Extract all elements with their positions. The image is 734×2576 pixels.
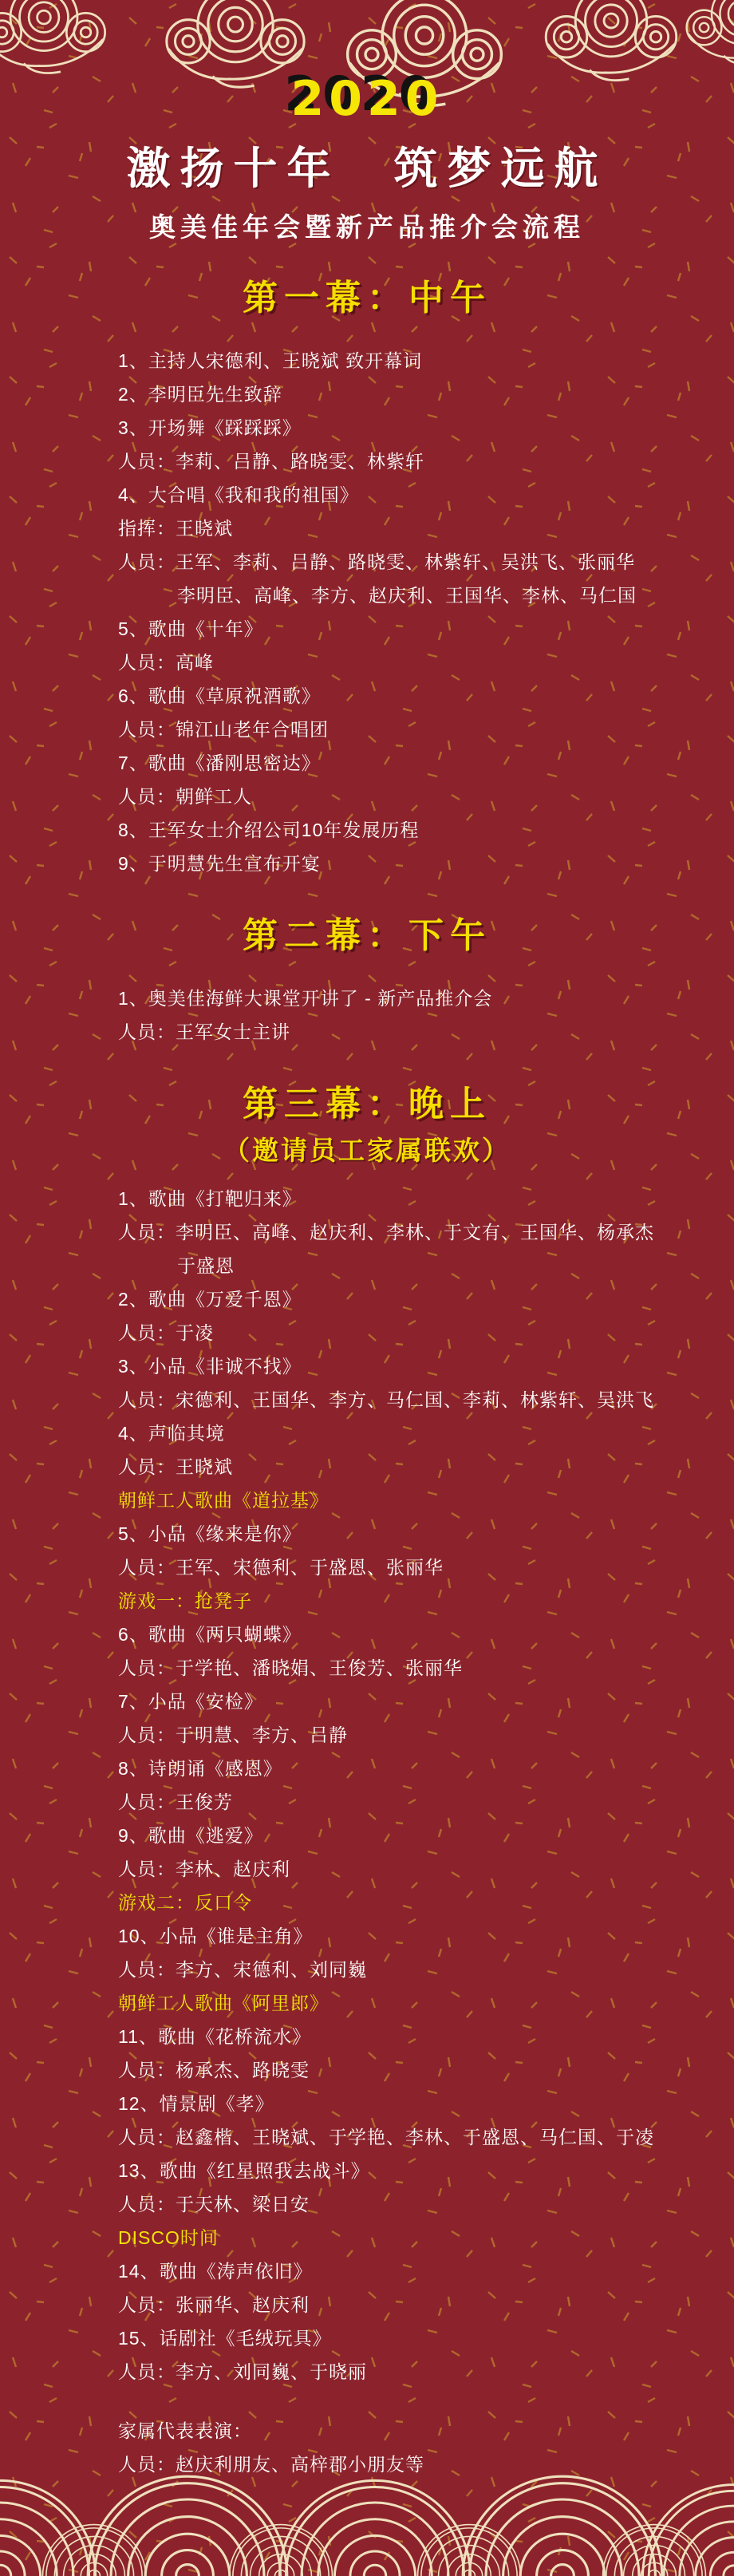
program-line: 人员：朝鲜工人 (118, 786, 252, 807)
program-line: 人员：赵鑫楷、王晓斌、于学艳、李林、于盛恩、马仁国、于凌 (118, 2127, 654, 2147)
program-line: 1、主持人宋德利、王晓斌 致开幕词 (118, 350, 423, 371)
program-line: 人员：张丽华、赵庆利 (118, 2294, 310, 2315)
program-line: 人员：锦江山老年合唱团 (118, 719, 329, 740)
program-line: 人员：王军、宋德利、于盛恩、张丽华 (118, 1557, 444, 1578)
program-line: 人员：于学艳、潘晓娟、王俊芳、张丽华 (118, 1657, 463, 1678)
program-line: 5、小品《缘来是你》 (118, 1523, 302, 1544)
program-line: 人员：王俊芳 (118, 1792, 233, 1812)
section-lines (118, 344, 734, 880)
program-line: 11、歌曲《花桥流水》 (118, 2026, 311, 2047)
program-sections (0, 278, 734, 2481)
program-section-1 (0, 278, 734, 880)
highlight-line: 朝鲜工人歌曲《道拉基》 (118, 1490, 329, 1511)
program-line: 人员：王军、李莉、吕静、路晓雯、林紫轩、吴洪飞、张丽华 (118, 551, 635, 572)
program-line: 人员：王军女士主讲 (118, 1021, 290, 1042)
program-line: 人员：高峰 (118, 652, 214, 673)
program-line: 指挥：王晓斌 (118, 518, 233, 539)
program-line: 5、歌曲《十年》 (118, 618, 263, 639)
program-line: 人员：李莉、吕静、路晓雯、林紫轩 (118, 451, 424, 472)
program-line: 6、歌曲《两只蝴蝶》 (118, 1624, 302, 1645)
program-line: 2、李明臣先生致辞 (118, 384, 282, 405)
section-heading: 第一幕：中午 (243, 278, 491, 318)
program-line: 15、话剧社《毛绒玩具》 (118, 2328, 332, 2349)
highlight-line: 游戏一：抢凳子 (118, 1590, 252, 1611)
program-line: 9、歌曲《逃爱》 (118, 1825, 263, 1846)
year-badge: 2020 (290, 71, 444, 127)
program-line: 1、歌曲《打靶归来》 (118, 1188, 302, 1209)
program-line: 人员：李明臣、高峰、赵庆利、李林、于文有、王国华、杨承杰 (118, 1222, 654, 1243)
program-line: 人员：李林、赵庆利 (118, 1859, 290, 1879)
program-line: 7、小品《安检》 (118, 1691, 263, 1712)
program-line: 人员：于凌 (118, 1322, 214, 1343)
section-heading: 第二幕：下午 (243, 915, 491, 956)
program-line: 4、大合唱《我和我的祖国》 (118, 484, 359, 505)
program-line: 2、歌曲《万爱千恩》 (118, 1289, 302, 1310)
program-line: 7、歌曲《潘刚思密达》 (118, 753, 321, 773)
section-lines (118, 1182, 734, 2481)
section-subheading: （邀请员工家属联欢） (223, 1135, 511, 1166)
highlight-line: DISCO时间 (118, 2227, 219, 2248)
highlight-line: 朝鲜工人歌曲《阿里郎》 (118, 1993, 329, 2013)
program-line: 3、小品《非诚不找》 (118, 1356, 302, 1377)
program-line: 10、小品《谁是主角》 (118, 1926, 313, 1946)
program-line: 9、于明慧先生宣布开宴 (118, 853, 321, 874)
highlight-line: 游戏二：反口令 (118, 1892, 252, 1913)
program-line: 人员：王晓斌 (118, 1456, 233, 1477)
program-line: 人员：李方、宋德利、刘同巍 (118, 1959, 367, 1980)
poster-title: 激扬十年 筑梦远航 (126, 142, 608, 194)
program-line: 于盛恩 (177, 1255, 235, 1276)
section-heading: 第三幕：晚上 (243, 1084, 491, 1124)
program-line: 6、歌曲《草原祝酒歌》 (118, 685, 321, 706)
program-line: 12、情景剧《孝》 (118, 2093, 274, 2114)
program-line: 4、声临其境 (118, 1423, 225, 1444)
program-section-2 (0, 915, 734, 1049)
program-line: 13、歌曲《红星照我去战斗》 (118, 2160, 370, 2181)
program-line: 人员：杨承杰、路晓雯 (118, 2060, 310, 2080)
section-lines (118, 982, 734, 1049)
program-line: 人员：于天林、梁日安 (118, 2194, 310, 2214)
program-line: 人员：赵庆利朋友、高梓郡小朋友等 (118, 2454, 424, 2475)
poster-subtitle: 奥美佳年会暨新产品推介会流程 (149, 212, 585, 242)
program-line: 8、诗朗诵《感恩》 (118, 1758, 282, 1779)
program-line: 人员：李方、刘同巍、于晓丽 (118, 2361, 367, 2382)
program-line: 3、开场舞《踩踩踩》 (118, 417, 302, 438)
program-line: 家属代表表演： (118, 2420, 252, 2441)
program-section-3 (0, 1084, 734, 2481)
program-line: 李明臣、高峰、李方、赵庆利、王国华、李林、马仁国 (177, 585, 637, 606)
program-line: 8、王军女士介绍公司10年发展历程 (118, 820, 420, 840)
program-line: 人员：于明慧、李方、吕静 (118, 1725, 348, 1745)
program-line: 人员：宋德利、王国华、李方、马仁国、李莉、林紫轩、吴洪飞 (118, 1389, 654, 1410)
program-line: 1、奥美佳海鲜大课堂开讲了 - 新产品推介会 (118, 988, 493, 1009)
program-line: 14、歌曲《涛声依旧》 (118, 2261, 313, 2282)
